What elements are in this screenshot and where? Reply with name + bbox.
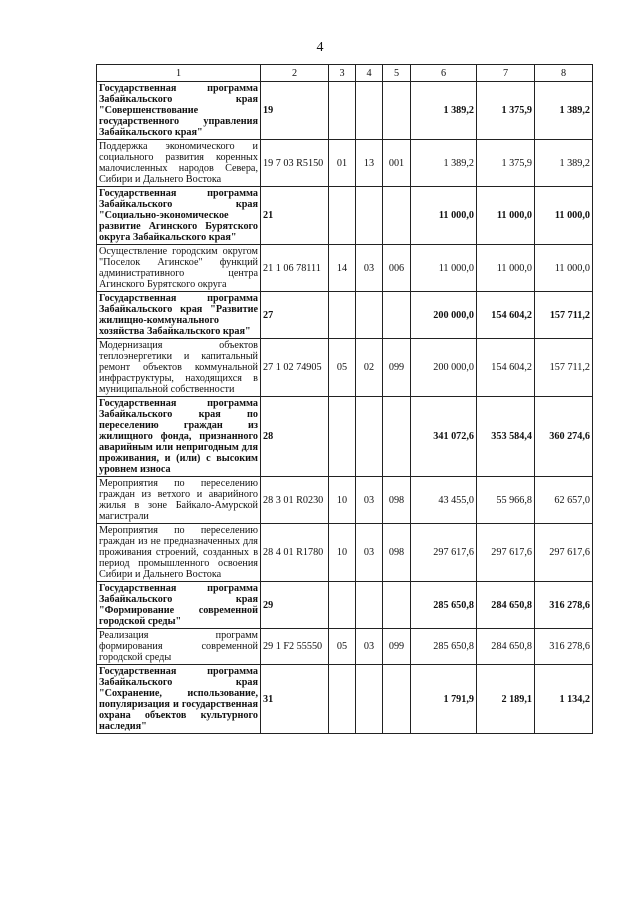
expense-type-cell xyxy=(383,582,411,629)
col-header-3: 3 xyxy=(329,65,356,82)
row-name-cell: Государственная программа Забайкальского края "Развитие жилищно-коммунального хозяйства Забайкальского края" xyxy=(97,292,261,339)
amount-col-7-cell: 154 604,2 xyxy=(477,292,535,339)
row-name-cell: Государственная программа Забайкальского края "Совершенствование государственного управления Забайкальского края" xyxy=(97,82,261,140)
program-row xyxy=(97,397,593,477)
budget-code-cell: 19 xyxy=(261,82,329,140)
expense-type-cell: 001 xyxy=(383,140,411,187)
subsection-cell xyxy=(356,292,383,339)
section-cell: 05 xyxy=(329,339,356,397)
budget-code-cell: 28 4 01 R1780 xyxy=(261,524,329,582)
amount-col-8-cell: 1 389,2 xyxy=(535,140,593,187)
page-number: 4 xyxy=(316,40,324,55)
budget-code-cell: 29 xyxy=(261,582,329,629)
amount-col-6-cell: 200 000,0 xyxy=(411,292,477,339)
section-cell xyxy=(329,292,356,339)
section-cell xyxy=(329,187,356,245)
amount-col-6-cell: 11 000,0 xyxy=(411,187,477,245)
row-name-cell: Поддержка экономического и социального развития коренных малочисленных народов Севера, Сибири и Дальнего Востока xyxy=(97,140,261,187)
amount-col-8-cell: 157 711,2 xyxy=(535,339,593,397)
activity-row xyxy=(97,339,593,397)
activity-row xyxy=(97,524,593,582)
amount-col-7-cell: 284 650,8 xyxy=(477,629,535,665)
amount-col-8-cell: 62 657,0 xyxy=(535,477,593,524)
amount-col-7-cell: 11 000,0 xyxy=(477,187,535,245)
row-name-cell: Государственная программа Забайкальского края по переселению граждан из жилищного фонда, признанного аварийным или непригодным для проживания, и (или) с высоким уровнем износа xyxy=(97,397,261,477)
amount-col-7-cell: 55 966,8 xyxy=(477,477,535,524)
section-cell: 14 xyxy=(329,245,356,292)
expense-type-cell xyxy=(383,292,411,339)
amount-col-6-cell: 1 389,2 xyxy=(411,140,477,187)
table-body xyxy=(97,65,593,734)
activity-row xyxy=(97,245,593,292)
row-name-cell: Государственная программа Забайкальского края "Сохранение, использование, популяризация и государственная охрана объектов культурного наследия" xyxy=(97,665,261,734)
col-header-1: 1 xyxy=(97,65,261,82)
section-cell xyxy=(329,582,356,629)
program-row xyxy=(97,665,593,734)
section-cell: 10 xyxy=(329,524,356,582)
row-name-cell: Модернизация объектов теплоэнергетики и капитальный ремонт объектов коммунальной инфраструктуры, находящихся в муниципальной собственности xyxy=(97,339,261,397)
budget-code-cell: 29 1 F2 55550 xyxy=(261,629,329,665)
amount-col-6-cell: 285 650,8 xyxy=(411,582,477,629)
program-row xyxy=(97,582,593,629)
activity-row xyxy=(97,629,593,665)
expense-type-cell xyxy=(383,397,411,477)
amount-col-7-cell: 353 584,4 xyxy=(477,397,535,477)
program-row xyxy=(97,292,593,339)
amount-col-6-cell: 1 389,2 xyxy=(411,82,477,140)
row-name-cell: Реализация программ формирования современной городской среды xyxy=(97,629,261,665)
budget-code-cell: 28 3 01 R0230 xyxy=(261,477,329,524)
activity-row xyxy=(97,477,593,524)
section-cell: 05 xyxy=(329,629,356,665)
amount-col-8-cell: 316 278,6 xyxy=(535,629,593,665)
section-cell: 01 xyxy=(329,140,356,187)
amount-col-7-cell: 1 375,9 xyxy=(477,82,535,140)
amount-col-6-cell: 1 791,9 xyxy=(411,665,477,734)
budget-table xyxy=(96,64,593,734)
expense-type-cell: 099 xyxy=(383,339,411,397)
amount-col-7-cell: 1 375,9 xyxy=(477,140,535,187)
subsection-cell: 13 xyxy=(356,140,383,187)
section-cell xyxy=(329,665,356,734)
amount-col-6-cell: 285 650,8 xyxy=(411,629,477,665)
col-header-7: 7 xyxy=(477,65,535,82)
amount-col-8-cell: 1 389,2 xyxy=(535,82,593,140)
row-name-cell: Государственная программа Забайкальского края "Формирование современной городской среды" xyxy=(97,582,261,629)
amount-col-7-cell: 2 189,1 xyxy=(477,665,535,734)
subsection-cell xyxy=(356,82,383,140)
budget-code-cell: 28 xyxy=(261,397,329,477)
subsection-cell: 03 xyxy=(356,524,383,582)
amount-col-8-cell: 11 000,0 xyxy=(535,187,593,245)
budget-code-cell: 31 xyxy=(261,665,329,734)
subsection-cell xyxy=(356,187,383,245)
section-cell xyxy=(329,82,356,140)
col-header-5: 5 xyxy=(383,65,411,82)
amount-col-7-cell: 297 617,6 xyxy=(477,524,535,582)
section-cell xyxy=(329,397,356,477)
amount-col-8-cell: 11 000,0 xyxy=(535,245,593,292)
amount-col-8-cell: 316 278,6 xyxy=(535,582,593,629)
budget-code-cell: 27 1 02 74905 xyxy=(261,339,329,397)
amount-col-8-cell: 1 134,2 xyxy=(535,665,593,734)
amount-col-6-cell: 200 000,0 xyxy=(411,339,477,397)
expense-type-cell: 006 xyxy=(383,245,411,292)
row-name-cell: Мероприятия по переселению граждан из ветхого и аварийного жилья в зоне Байкало-Амурской магистрали xyxy=(97,477,261,524)
amount-col-6-cell: 43 455,0 xyxy=(411,477,477,524)
col-header-8: 8 xyxy=(535,65,593,82)
row-name-cell: Осуществление городским округом "Поселок Агинское" функций административного центра Агинского Бурятского округа xyxy=(97,245,261,292)
expense-type-cell: 098 xyxy=(383,524,411,582)
col-header-2: 2 xyxy=(261,65,329,82)
amount-col-7-cell: 284 650,8 xyxy=(477,582,535,629)
subsection-cell: 02 xyxy=(356,339,383,397)
subsection-cell xyxy=(356,397,383,477)
subsection-cell: 03 xyxy=(356,477,383,524)
expense-type-cell xyxy=(383,82,411,140)
col-header-4: 4 xyxy=(356,65,383,82)
expense-type-cell xyxy=(383,665,411,734)
budget-code-cell: 21 xyxy=(261,187,329,245)
amount-col-8-cell: 297 617,6 xyxy=(535,524,593,582)
amount-col-6-cell: 341 072,6 xyxy=(411,397,477,477)
budget-code-cell: 19 7 03 R5150 xyxy=(261,140,329,187)
budget-code-cell: 21 1 06 78111 xyxy=(261,245,329,292)
expense-type-cell xyxy=(383,187,411,245)
row-name-cell: Государственная программа Забайкальского края "Социально-экономическое развитие Агинского Бурятского округа Забайкальского края" xyxy=(97,187,261,245)
activity-row xyxy=(97,140,593,187)
program-row xyxy=(97,82,593,140)
table-header-row xyxy=(97,65,593,82)
program-row xyxy=(97,187,593,245)
budget-code-cell: 27 xyxy=(261,292,329,339)
expense-type-cell: 099 xyxy=(383,629,411,665)
row-name-cell: Мероприятия по переселению граждан из не предназначенных для проживания строений, созданных в период промышленного освоения Сибири и Дальнего Востока xyxy=(97,524,261,582)
subsection-cell: 03 xyxy=(356,629,383,665)
amount-col-6-cell: 297 617,6 xyxy=(411,524,477,582)
amount-col-6-cell: 11 000,0 xyxy=(411,245,477,292)
subsection-cell xyxy=(356,665,383,734)
section-cell: 10 xyxy=(329,477,356,524)
amount-col-7-cell: 154 604,2 xyxy=(477,339,535,397)
amount-col-7-cell: 11 000,0 xyxy=(477,245,535,292)
amount-col-8-cell: 157 711,2 xyxy=(535,292,593,339)
subsection-cell xyxy=(356,582,383,629)
amount-col-8-cell: 360 274,6 xyxy=(535,397,593,477)
subsection-cell: 03 xyxy=(356,245,383,292)
col-header-6: 6 xyxy=(411,65,477,82)
expense-type-cell: 098 xyxy=(383,477,411,524)
